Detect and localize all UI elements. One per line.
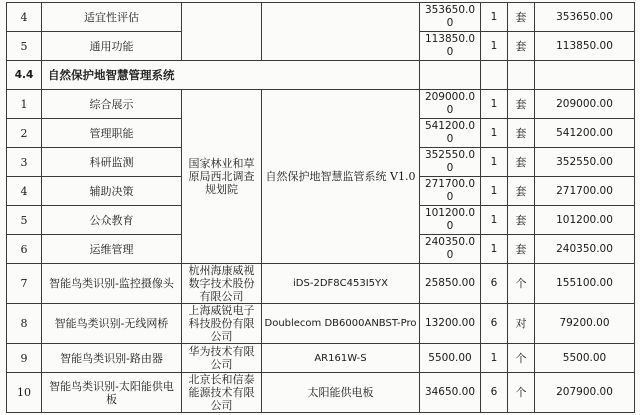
unit: 套 <box>508 90 535 119</box>
unit: 套 <box>508 235 535 264</box>
unit-price: 101200.00 <box>420 206 481 235</box>
quantity: 1 <box>481 32 508 61</box>
item-name: 智能鸟类识别-无线网桥 <box>42 304 182 344</box>
quantity: 6 <box>481 304 508 344</box>
total-price: 541200.00 <box>535 119 635 148</box>
row-index: 6 <box>7 235 42 264</box>
table-row <box>7 264 635 304</box>
row-index: 5 <box>7 206 42 235</box>
quantity: 1 <box>481 90 508 119</box>
unit: 个 <box>508 264 535 304</box>
section-row <box>7 61 635 90</box>
row-index: 2 <box>7 119 42 148</box>
item-name: 智能鸟类识别-路由器 <box>42 344 182 373</box>
unit-price: 5500.00 <box>420 344 481 373</box>
unit: 套 <box>508 206 535 235</box>
unit-price: 34650.00 <box>420 373 481 413</box>
model-name: 太阳能供电板 <box>262 373 420 413</box>
unit: 套 <box>508 148 535 177</box>
empty-cell <box>535 61 635 90</box>
unit: 个 <box>508 373 535 413</box>
quantity: 1 <box>481 344 508 373</box>
quantity: 1 <box>481 177 508 206</box>
total-price: 209000.00 <box>535 90 635 119</box>
model-name: 自然保护地智慧监管系统 V1.0 <box>262 90 420 264</box>
empty-cell <box>508 61 535 90</box>
row-index: 8 <box>7 304 42 344</box>
unit-price: 25850.00 <box>420 264 481 304</box>
unit-price: 240350.00 <box>420 235 481 264</box>
equipment-price-table <box>6 2 635 413</box>
total-price: 352550.00 <box>535 148 635 177</box>
unit: 对 <box>508 304 535 344</box>
empty-cell <box>420 61 481 90</box>
total-price: 240350.00 <box>535 235 635 264</box>
empty-cell <box>481 61 508 90</box>
item-name: 综合展示 <box>42 90 182 119</box>
item-name: 科研监测 <box>42 148 182 177</box>
quantity: 1 <box>481 3 508 32</box>
item-name: 运维管理 <box>42 235 182 264</box>
model-cell-blank <box>262 3 420 61</box>
table-row <box>7 344 635 373</box>
model-name: iDS-2DF8C453I5YX <box>262 264 420 304</box>
total-price: 113850.00 <box>535 32 635 61</box>
total-price: 79200.00 <box>535 304 635 344</box>
model-name: Doublecom DB6000ANBST-Pro <box>262 304 420 344</box>
table-row <box>7 304 635 344</box>
row-index: 10 <box>7 373 42 413</box>
vendor-name: 上海威锐电子科技股份有限公司 <box>182 304 262 344</box>
quantity: 1 <box>481 235 508 264</box>
unit: 套 <box>508 32 535 61</box>
row-index: 4 <box>7 3 42 32</box>
vendor-name: 华为技术有限公司 <box>182 344 262 373</box>
unit-price: 13200.00 <box>420 304 481 344</box>
unit-price: 541200.00 <box>420 119 481 148</box>
item-name: 适宜性评估 <box>42 3 182 32</box>
unit-price: 209000.00 <box>420 90 481 119</box>
vendor-name: 杭州海康威视数字技术股份有限公司 <box>182 264 262 304</box>
unit-price: 353650.00 <box>420 3 481 32</box>
table-row <box>7 3 635 32</box>
unit: 套 <box>508 119 535 148</box>
row-index: 4 <box>7 177 42 206</box>
row-index: 1 <box>7 90 42 119</box>
quantity: 1 <box>481 148 508 177</box>
quantity: 1 <box>481 206 508 235</box>
model-name: AR161W-S <box>262 344 420 373</box>
item-name: 通用功能 <box>42 32 182 61</box>
section-code: 4.4 <box>7 61 42 90</box>
quantity: 6 <box>481 373 508 413</box>
unit: 套 <box>508 177 535 206</box>
quantity: 6 <box>481 264 508 304</box>
unit: 个 <box>508 344 535 373</box>
total-price: 5500.00 <box>535 344 635 373</box>
table-row <box>7 90 635 119</box>
row-index: 9 <box>7 344 42 373</box>
item-name: 智能鸟类识别-监控摄像头 <box>42 264 182 304</box>
unit-price: 352550.00 <box>420 148 481 177</box>
unit: 套 <box>508 3 535 32</box>
total-price: 271700.00 <box>535 177 635 206</box>
total-price: 353650.00 <box>535 3 635 32</box>
item-name: 公众教育 <box>42 206 182 235</box>
row-index: 5 <box>7 32 42 61</box>
row-index: 3 <box>7 148 42 177</box>
unit-price: 271700.00 <box>420 177 481 206</box>
unit-price: 113850.00 <box>420 32 481 61</box>
total-price: 207900.00 <box>535 373 635 413</box>
quantity: 1 <box>481 119 508 148</box>
total-price: 101200.00 <box>535 206 635 235</box>
section-title: 自然保护地智慧管理系统 <box>42 61 420 90</box>
row-index: 7 <box>7 264 42 304</box>
item-name: 管理职能 <box>42 119 182 148</box>
vendor-name: 北京长和信泰能源技术有限公司 <box>182 373 262 413</box>
item-name: 辅助决策 <box>42 177 182 206</box>
item-name: 智能鸟类识别-太阳能供电板 <box>42 373 182 413</box>
vendor-name: 国家林业和草原局西北调查规划院 <box>182 90 262 264</box>
table-row <box>7 373 635 413</box>
vendor-cell-blank <box>182 3 262 61</box>
total-price: 155100.00 <box>535 264 635 304</box>
